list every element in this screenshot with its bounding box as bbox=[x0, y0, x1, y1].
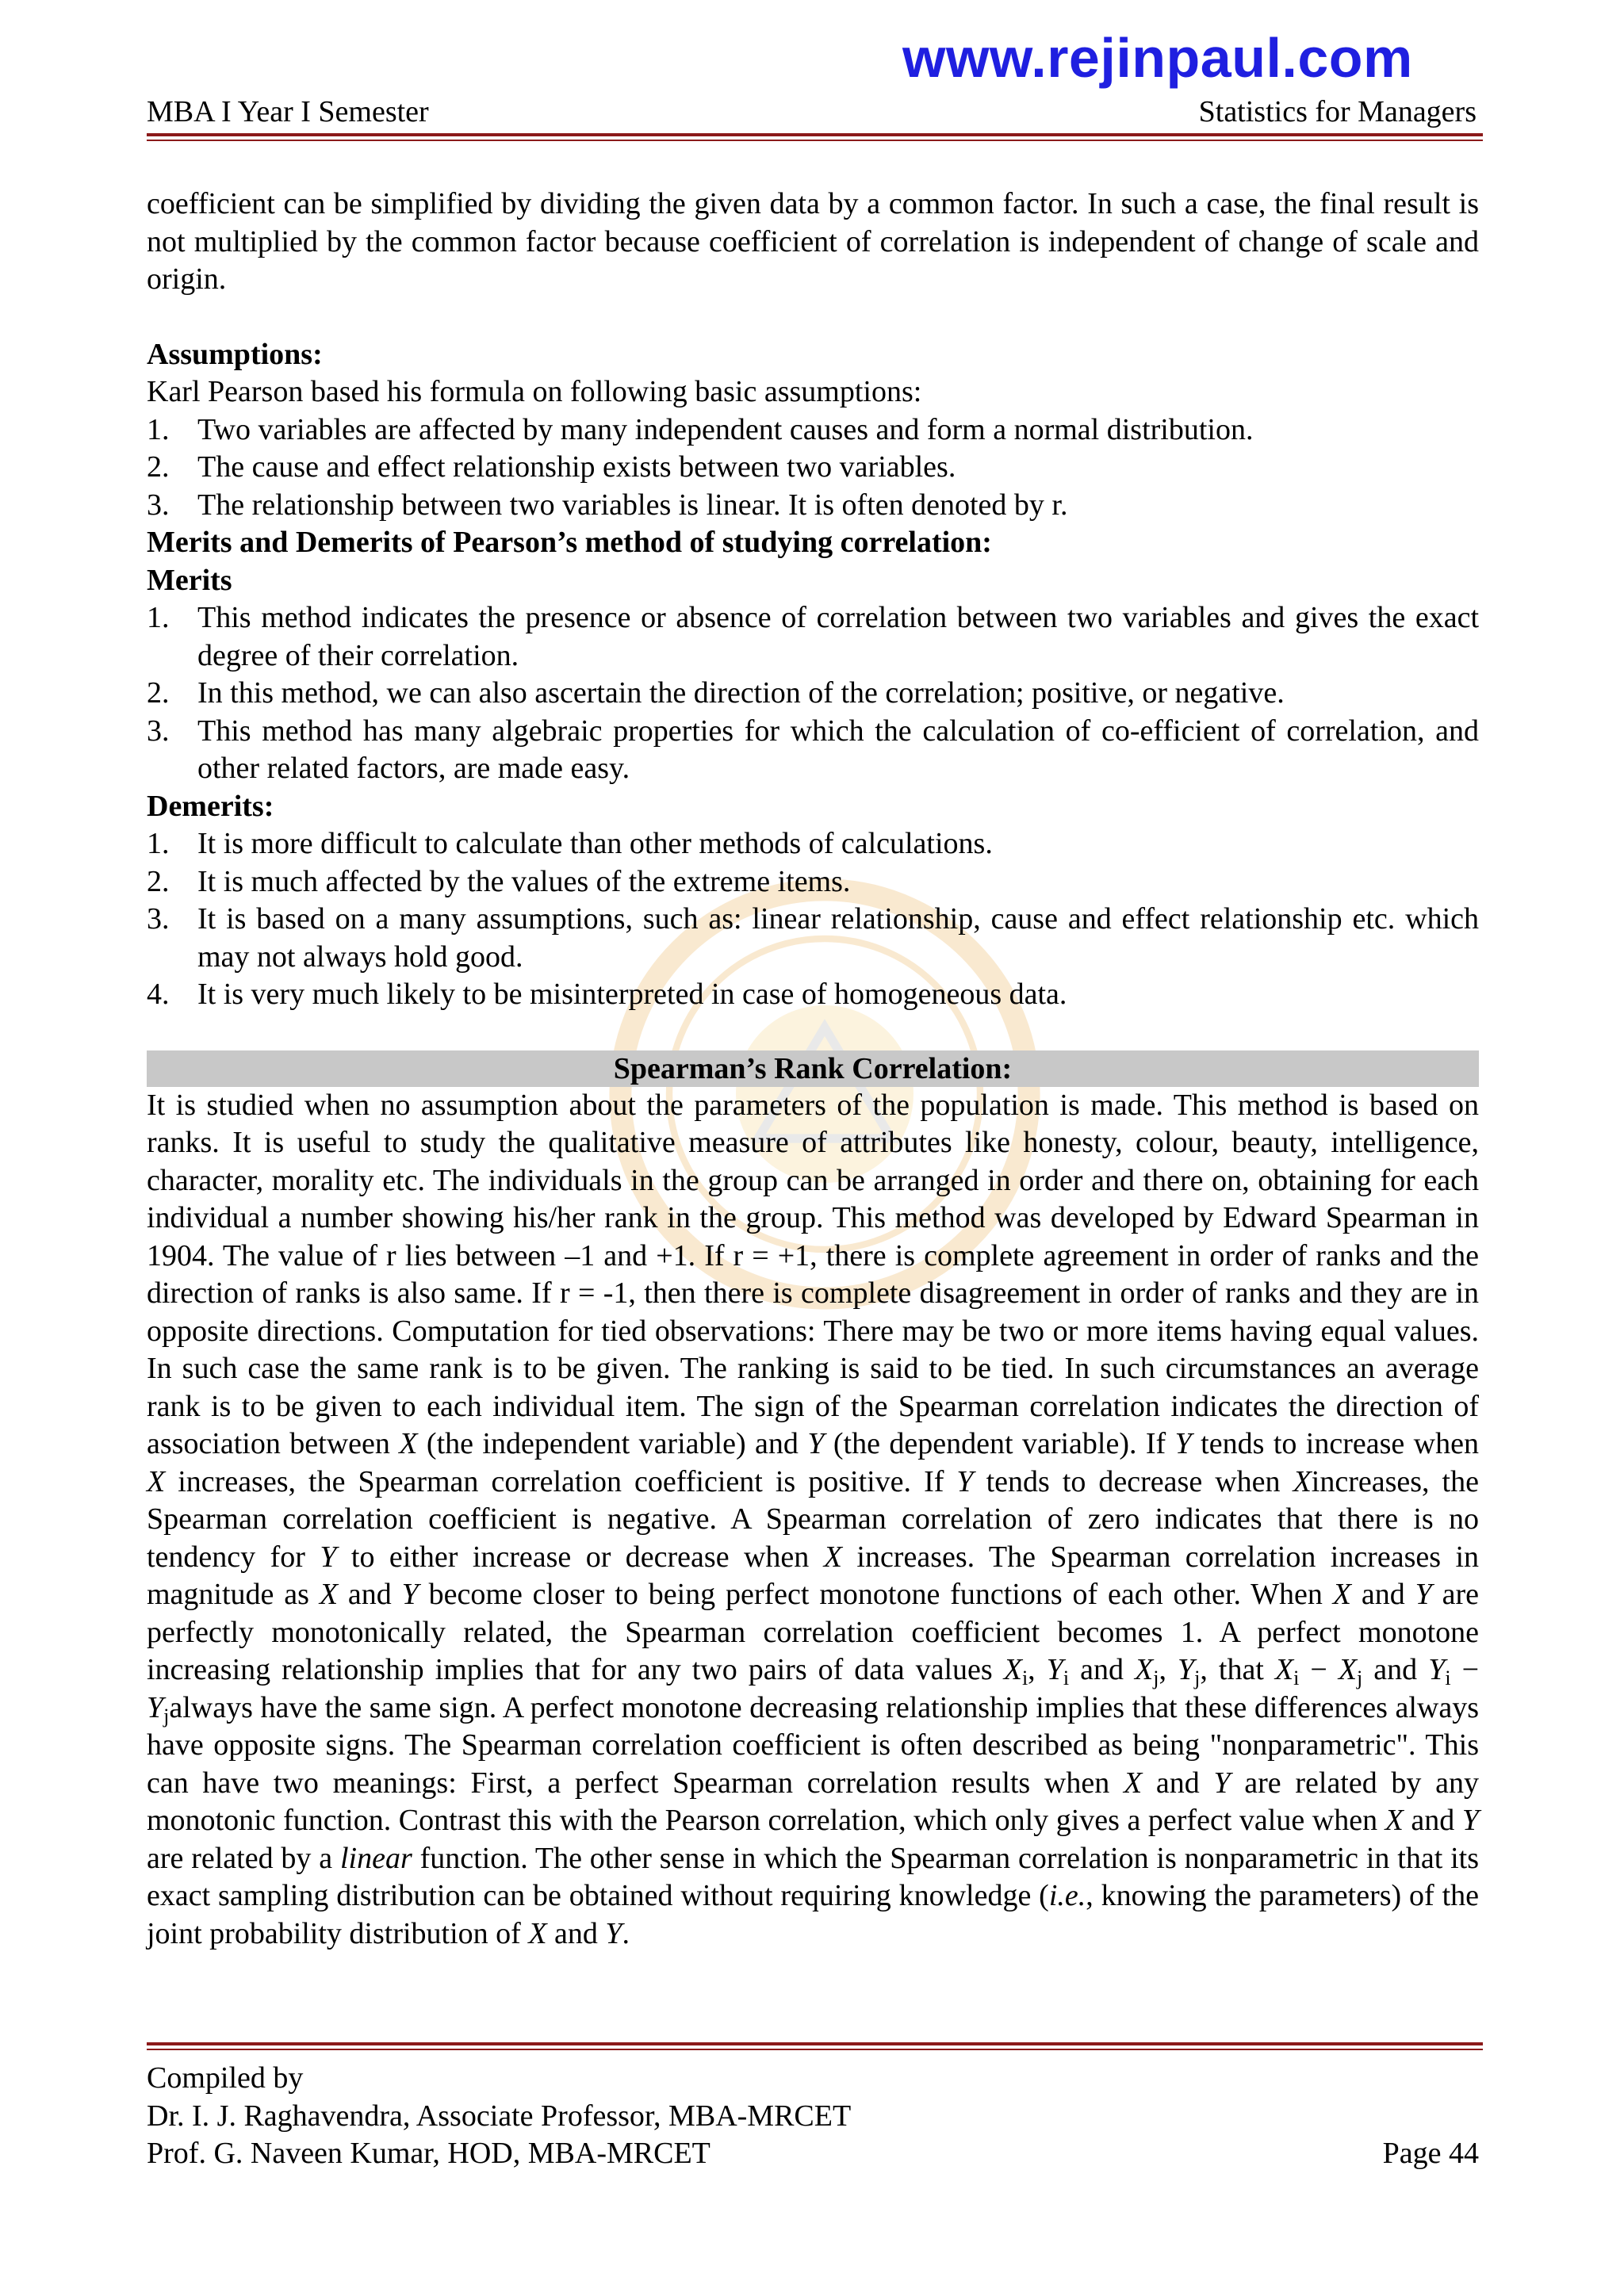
list-item: 3. This method has many algebraic properties for which the calculation of co-efficient of correlation, and other related factors, are made easy. bbox=[147, 714, 1479, 785]
assumptions-lead: Karl Pearson based his formula on following basic assumptions: bbox=[147, 375, 922, 408]
header-course: MBA I Year I Semester bbox=[147, 95, 429, 128]
list-item: 2. In this method, we can also ascertain the direction of the correlation; positive, or negative. bbox=[147, 676, 1285, 710]
list-item: 3. The relationship between two variables is linear. It is often denoted by r. bbox=[147, 488, 1068, 522]
page-number: Page 44 bbox=[1382, 2137, 1479, 2170]
merits-heading: Merits bbox=[147, 563, 232, 597]
list-item: 4. It is very much likely to be misinterpreted in case of homogeneous data. bbox=[147, 978, 1067, 1011]
page-body bbox=[147, 186, 1479, 1953]
spearman-paragraph: It is studied when no assumption about the parameters of the population is made. This method is based on ranks. It is useful to study the qualitative measure of attributes like honesty, colour, beauty, intelligence, character, morality etc. The individuals in the group can be arranged in order and there on, obtaining for each individual a number showing his/her rank in the group. This method was developed by Edward Spearman in 1904. The value of r lies between –1 and +1. If r = +1, there is complete agreement in order of ranks and the direction of ranks is also same. If r = -1, then there is complete disagreement in order of ranks and they are in opposite directions. Computation for tied observations: There may be two or more items having equal values. In such case the same rank is to be given. The ranking is said to be tied. In such circumstances an average rank is to be given to each individual item. The sign of the Spearman correlation indicates the direction of association between X (the independent variable) and Y (the dependent variable). If Y tends to increase when X increases, the Spearman correlation coefficient is positive. If Y tends to decrease when Xincreases, the Spearman correlation coefficient is negative. A Spearman correlation of zero indicates that there is no tendency for Y to either increase or decrease when X increases. The Spearman correlation increases in magnitude as X and Y become closer to being perfect monotone functions of each other. When X and Y are perfectly monotonically related, the Spearman correlation coefficient becomes 1. A perfect monotone increasing relationship implies that for any two pairs of data values $X_i$, $Y_i$ and $X_j$, $Y_j$, that $X_i - X_j$ and $Y_i$ − $Y_jalways$ have the same sign. A perfect monotone decreasing relationship implies that these differences always have opposite signs. The Spearman correlation coefficient is often described as being "nonparametric". This can have two meanings: First, a perfect Spearman correlation results when X and Y are related by any monotonic function. Contrast this with the Pearson correlation, which only gives a perfect value when X and Y are related by a linear function. The other sense in which the Spearman correlation is nonparametric in that its exact sampling distribution can be obtained without requiring knowledge (i.e., knowing the parameters) of the joint probability distribution of X and Y. bbox=[147, 1088, 1480, 1950]
assumptions-heading: Assumptions: bbox=[147, 337, 323, 371]
list-item: 2. It is much affected by the values of the extreme items. bbox=[147, 864, 851, 898]
merits-demerits-heading: Merits and Demerits of Pearson’s method of studying correlation: bbox=[147, 526, 992, 559]
page-footer bbox=[147, 2060, 1479, 2173]
site-url[interactable]: www.rejinpaul.com bbox=[902, 27, 1413, 89]
footer-rule-thin bbox=[147, 2049, 1483, 2050]
header-rule bbox=[147, 133, 1483, 136]
footer-last-row bbox=[147, 2135, 1479, 2173]
intro-paragraph: coefficient can be simplified by dividing the given data by a common factor. In such a case, the final result is not multiplied by the common factor because coefficient of correlation is independent of change of scale and origin. bbox=[147, 187, 1479, 296]
demerits-heading: Demerits: bbox=[147, 789, 274, 823]
header-rule-thin bbox=[147, 140, 1483, 141]
compiled-by-label: Compiled by bbox=[147, 2061, 304, 2095]
list-item: 1. This method indicates the presence or absence of correlation between two variables and gives the exact degree of their correlation. bbox=[147, 601, 1479, 672]
author-line: Prof. G. Naveen Kumar, HOD, MBA-MRCET bbox=[147, 2137, 710, 2170]
header-subject: Statistics for Managers bbox=[1198, 95, 1477, 128]
author-line: Dr. I. J. Raghavendra, Associate Professor, MBA-MRCET bbox=[147, 2099, 852, 2133]
list-item: 2. The cause and effect relationship exists between two variables. bbox=[147, 450, 956, 484]
list-item: 1. Two variables are affected by many independent causes and form a normal distribution. bbox=[147, 412, 1254, 446]
list-item: 1. It is more difficult to calculate than other methods of calculations. bbox=[147, 827, 993, 860]
list-item: 3. It is based on a many assumptions, such as: linear relationship, cause and effect relationship etc. which may not always hold good. bbox=[147, 902, 1479, 974]
spearman-heading-banner: Spearman’s Rank Correlation: bbox=[147, 1050, 1479, 1087]
footer-rule bbox=[147, 2042, 1483, 2045]
